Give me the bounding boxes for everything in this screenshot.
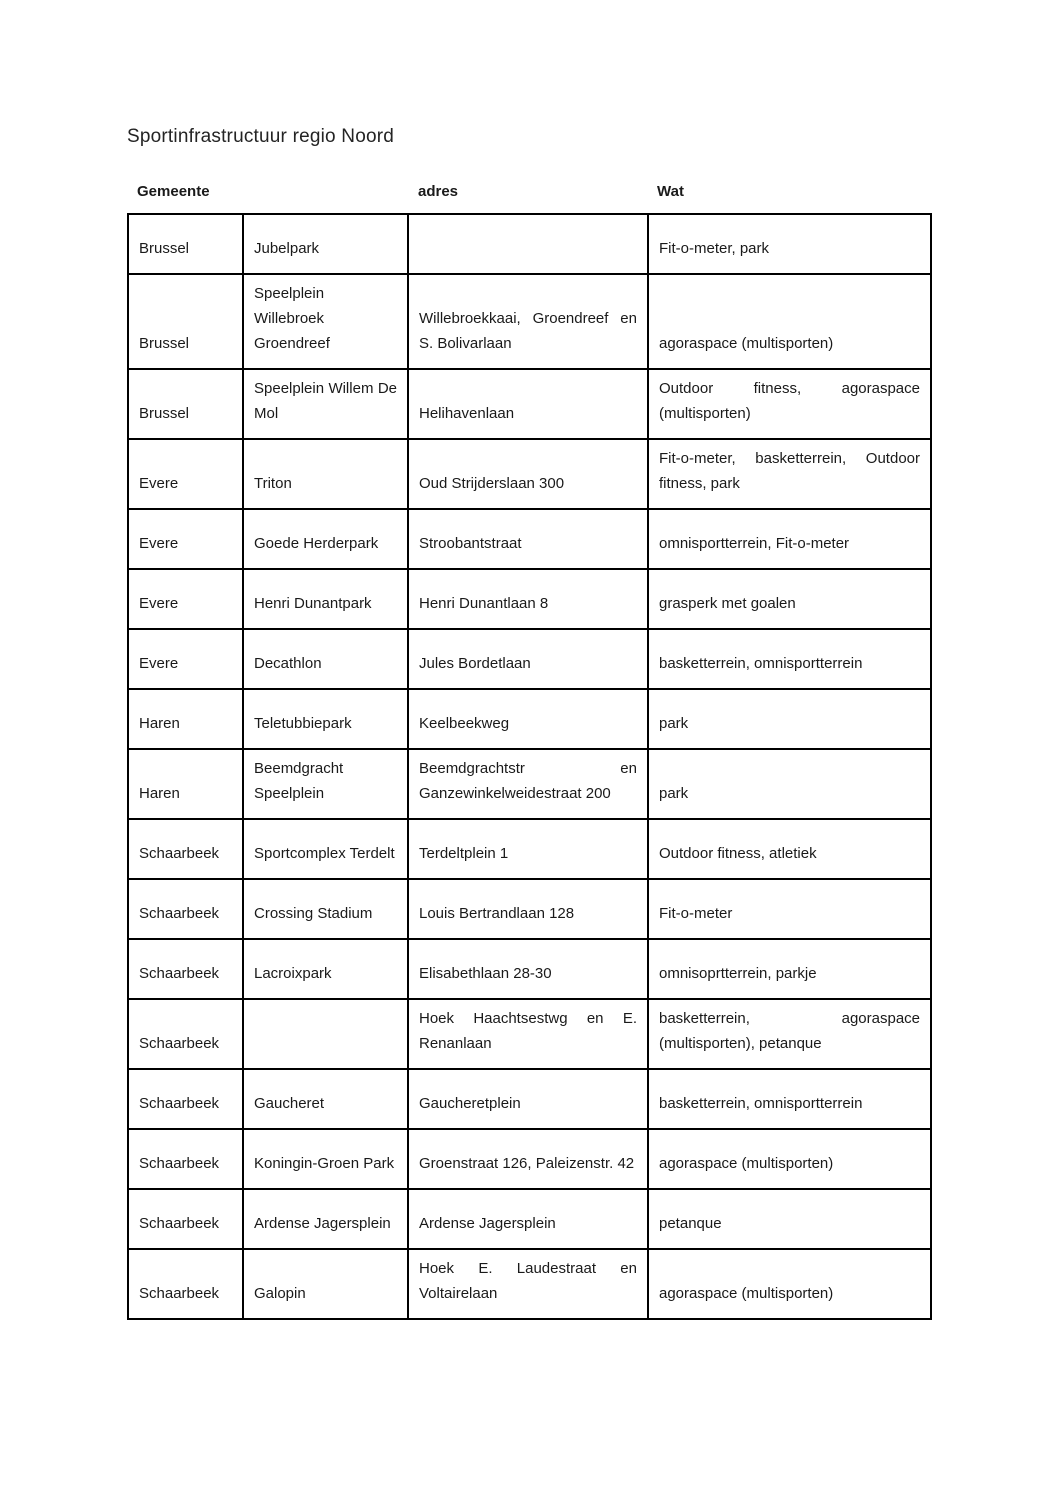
cell-facility-name: Sportcomplex Terdelt — [243, 819, 408, 879]
table-row — [128, 214, 931, 274]
cell-wat: Fit-o-meter — [648, 879, 931, 939]
cell-wat: park — [648, 749, 931, 819]
cell-gemeente: Haren — [128, 749, 243, 819]
cell-gemeente: Schaarbeek — [128, 1069, 243, 1129]
column-header-adres: adres — [418, 183, 459, 200]
table-row — [128, 819, 931, 879]
table-row — [128, 1069, 931, 1129]
table-column-headers — [127, 183, 930, 205]
table-row — [128, 569, 931, 629]
cell-adres: Henri Dunantlaan 8 — [408, 569, 648, 629]
cell-gemeente: Evere — [128, 629, 243, 689]
cell-facility-name: Gaucheret — [243, 1069, 408, 1129]
cell-gemeente: Brussel — [128, 214, 243, 274]
cell-wat: basketterrein, omnisportterrein — [648, 1069, 931, 1129]
cell-wat: basketterrein, agoraspace (multisporten), petanque — [648, 999, 931, 1069]
table-row — [128, 439, 931, 509]
column-header-wat: Wat — [657, 183, 684, 200]
cell-gemeente: Schaarbeek — [128, 939, 243, 999]
cell-adres: Hoek E. Laudestraat en Voltairelaan — [408, 1249, 648, 1319]
cell-wat: petanque — [648, 1189, 931, 1249]
cell-adres: Stroobantstraat — [408, 509, 648, 569]
cell-facility-name: Ardense Jagersplein — [243, 1189, 408, 1249]
table-row — [128, 939, 931, 999]
table-row — [128, 879, 931, 939]
cell-adres: Groenstraat 126, Paleizenstr. 42 — [408, 1129, 648, 1189]
cell-adres: Keelbeekweg — [408, 689, 648, 749]
cell-adres: Jules Bordetlaan — [408, 629, 648, 689]
cell-gemeente: Brussel — [128, 274, 243, 369]
cell-adres: Beemdgrachtstr en Ganzewinkelweidestraat 200 — [408, 749, 648, 819]
cell-facility-name: Beemdgracht Speelplein — [243, 749, 408, 819]
cell-wat: grasperk met goalen — [648, 569, 931, 629]
table-row — [128, 274, 931, 369]
cell-facility-name: Koningin-Groen Park — [243, 1129, 408, 1189]
cell-adres: Oud Strijderslaan 300 — [408, 439, 648, 509]
table-row — [128, 999, 931, 1069]
cell-gemeente: Schaarbeek — [128, 1129, 243, 1189]
cell-facility-name: Henri Dunantpark — [243, 569, 408, 629]
table-row — [128, 369, 931, 439]
cell-adres: Louis Bertrandlaan 128 — [408, 879, 648, 939]
cell-facility-name: Speelplein Willebroek Groendreef — [243, 274, 408, 369]
cell-facility-name: Jubelpark — [243, 214, 408, 274]
sport-infrastructure-table — [127, 213, 932, 1320]
cell-gemeente: Evere — [128, 509, 243, 569]
cell-facility-name: Goede Herderpark — [243, 509, 408, 569]
cell-facility-name: Decathlon — [243, 629, 408, 689]
page-title: Sportinfrastructuur regio Noord — [127, 126, 395, 147]
cell-gemeente: Schaarbeek — [128, 999, 243, 1069]
cell-facility-name: Crossing Stadium — [243, 879, 408, 939]
table-row — [128, 1189, 931, 1249]
table-row — [128, 629, 931, 689]
cell-facility-name: Galopin — [243, 1249, 408, 1319]
cell-wat: Outdoor fitness, agoraspace (multisporten) — [648, 369, 931, 439]
cell-adres: Gaucheretplein — [408, 1069, 648, 1129]
cell-adres: Terdeltplein 1 — [408, 819, 648, 879]
cell-facility-name: Teletubbiepark — [243, 689, 408, 749]
cell-wat: Outdoor fitness, atletiek — [648, 819, 931, 879]
cell-wat: Fit-o-meter, basketterrein, Outdoor fitness, park — [648, 439, 931, 509]
cell-adres: Elisabethlaan 28-30 — [408, 939, 648, 999]
cell-gemeente: Brussel — [128, 369, 243, 439]
cell-adres: Willebroekkaai, Groendreef en S. Bolivarlaan — [408, 274, 648, 369]
cell-gemeente: Evere — [128, 439, 243, 509]
cell-adres — [408, 214, 648, 274]
table-row — [128, 689, 931, 749]
cell-wat: agoraspace (multisporten) — [648, 1249, 931, 1319]
cell-wat: omnisportterrein, Fit-o-meter — [648, 509, 931, 569]
cell-wat: agoraspace (multisporten) — [648, 1129, 931, 1189]
cell-adres: Helihavenlaan — [408, 369, 648, 439]
cell-facility-name — [243, 999, 408, 1069]
table-row — [128, 749, 931, 819]
cell-wat: agoraspace (multisporten) — [648, 274, 931, 369]
cell-facility-name: Speelplein Willem De Mol — [243, 369, 408, 439]
cell-gemeente: Schaarbeek — [128, 879, 243, 939]
cell-gemeente: Haren — [128, 689, 243, 749]
table-body — [128, 214, 931, 1319]
cell-facility-name: Lacroixpark — [243, 939, 408, 999]
cell-wat: omnisoprtterrein, parkje — [648, 939, 931, 999]
cell-gemeente: Schaarbeek — [128, 1249, 243, 1319]
cell-wat: Fit-o-meter, park — [648, 214, 931, 274]
table-row — [128, 1129, 931, 1189]
cell-gemeente: Schaarbeek — [128, 819, 243, 879]
cell-gemeente: Schaarbeek — [128, 1189, 243, 1249]
cell-adres: Hoek Haachtsestwg en E. Renanlaan — [408, 999, 648, 1069]
cell-adres: Ardense Jagersplein — [408, 1189, 648, 1249]
cell-facility-name: Triton — [243, 439, 408, 509]
cell-gemeente: Evere — [128, 569, 243, 629]
table-row — [128, 1249, 931, 1319]
table-row — [128, 509, 931, 569]
cell-wat: park — [648, 689, 931, 749]
cell-wat: basketterrein, omnisportterrein — [648, 629, 931, 689]
column-header-gemeente: Gemeente — [137, 183, 210, 200]
